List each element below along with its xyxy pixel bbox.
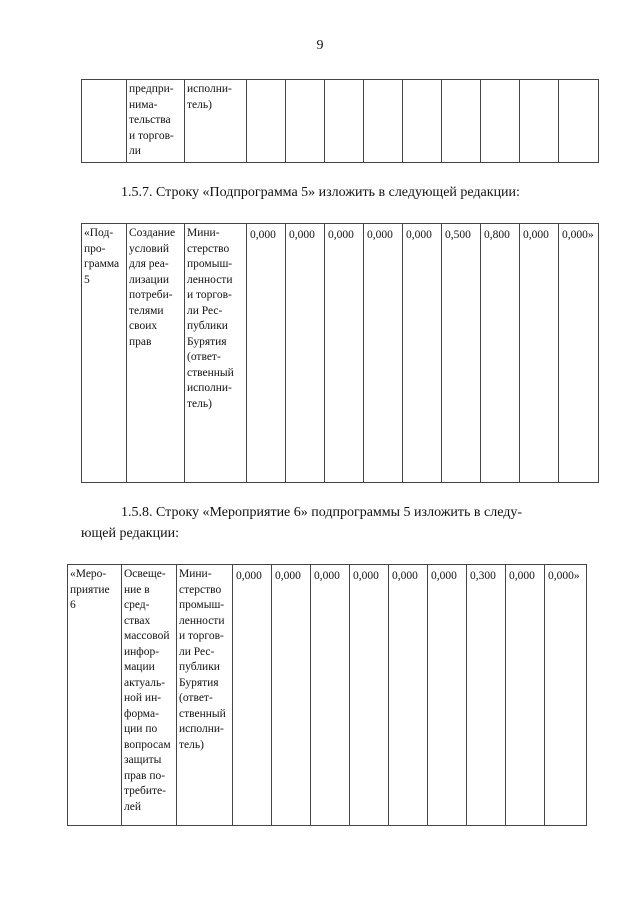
value-cell: 0,000 — [325, 224, 364, 483]
goal-cell: Освеще- ние в сред- ствах массовой инфор- мации актуаль- ной ин- форма- ции по вопросам защиты прав по- требите- лей — [122, 565, 177, 826]
page-number: 9 — [316, 38, 324, 53]
paragraph-1-5-8-line1: 1.5.8. Строку «Мероприятие 6» подпрограммы 5 изложить в следу- — [121, 505, 523, 520]
cell — [247, 80, 286, 163]
value-cell: 0,000 — [311, 565, 350, 826]
paragraph-1-5-8-line2: ющей редакции: — [81, 526, 179, 541]
value-cell: 0,000» — [559, 224, 599, 483]
value-cell: 0,300 — [467, 565, 506, 826]
table-subprogram-5 — [81, 223, 599, 483]
table-measure-6 — [67, 564, 587, 826]
executor-cell: Мини- стерство промыш- ленности и торгов- ли Рес- публики Бурятия (ответ- ственный исполни- тель) — [177, 565, 233, 826]
value-cell: 0,000 — [233, 565, 272, 826]
table-row — [68, 565, 587, 826]
goal-cell: Создание условий для реа- лизации потреби- телями своих прав — [127, 224, 185, 483]
value-cell: 0,000 — [364, 224, 403, 483]
cell — [481, 80, 520, 163]
cell — [364, 80, 403, 163]
value-cell: 0,000 — [272, 565, 311, 826]
value-cell: 0,000 — [247, 224, 286, 483]
value-cell: 0,500 — [442, 224, 481, 483]
paragraph-1-5-7: 1.5.7. Строку «Подпрограмма 5» изложить в следующей редакции: — [121, 185, 520, 200]
value-cell: 0,000 — [506, 565, 545, 826]
value-cell: 0,000 — [389, 565, 428, 826]
value-cell: 0,000 — [520, 224, 559, 483]
value-cell: 0,800 — [481, 224, 520, 483]
executor-cell: Мини- стерство промыш- ленности и торгов- ли Рес- публики Бурятия (ответ- ственный исполни- тель) — [185, 224, 247, 483]
cell: предпри- нима- тельства и торгов- ли — [127, 80, 185, 163]
value-cell: 0,000 — [428, 565, 467, 826]
table-continuation — [81, 79, 599, 163]
cell — [559, 80, 599, 163]
cell — [82, 80, 127, 163]
cell — [520, 80, 559, 163]
cell: исполни- тель) — [185, 80, 247, 163]
row-name-cell: «Под- про- грамма 5 — [82, 224, 127, 483]
cell — [325, 80, 364, 163]
cell — [286, 80, 325, 163]
value-cell: 0,000 — [403, 224, 442, 483]
value-cell: 0,000 — [286, 224, 325, 483]
table-row — [82, 80, 599, 163]
row-name-cell: «Меро- приятие 6 — [68, 565, 122, 826]
value-cell: 0,000 — [350, 565, 389, 826]
value-cell: 0,000» — [545, 565, 587, 826]
cell — [442, 80, 481, 163]
table-row — [82, 224, 599, 483]
cell — [403, 80, 442, 163]
